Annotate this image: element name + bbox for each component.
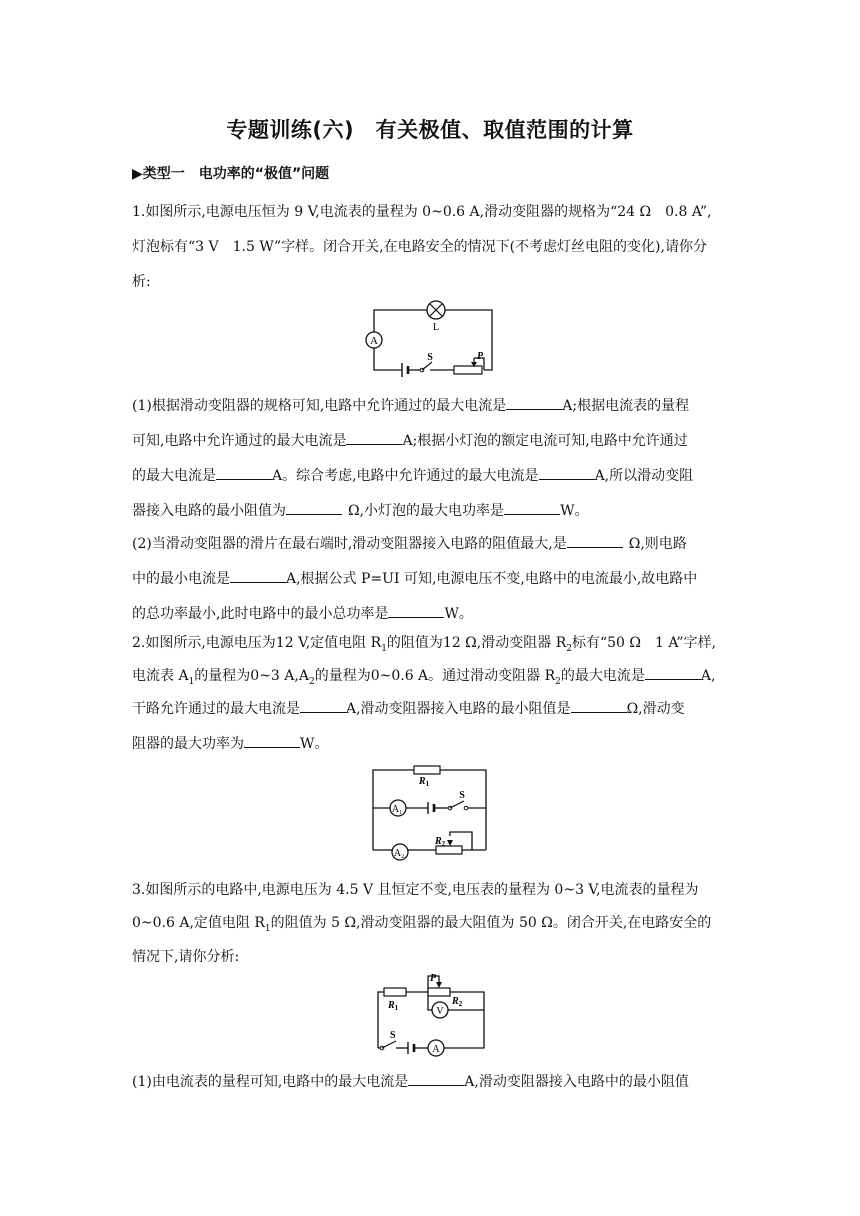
q1-part1-line2: 可知,电路中允许通过的最大电流是 A;根据小灯泡的额定电流可知,电路中允许通过 (132, 433, 688, 449)
answer-blank[interactable] (244, 735, 300, 748)
ammeter-a2-icon (392, 844, 408, 860)
answer-blank[interactable] (300, 700, 346, 713)
answer-blank[interactable] (346, 432, 402, 445)
q2-line3: 干路允许通过的最大电流是 A,滑动变阻器接入电路的最小阻值是 Ω,滑动变 (132, 701, 685, 717)
q2-line1: 2.如图所示,电源电压为12 V,定值电阻 $R_1$的阻值为12 Ω,滑动变阻器 $R_2$标有“50 Ω 1 A”字样, (132, 635, 717, 654)
q2-line4: 阻器的最大功率为 W。 (132, 736, 329, 752)
q1-part1-line1: (1)根据滑动变阻器的规格可知,电路中允许通过的最大电流是 A;根据电流表的量程 (132, 398, 690, 414)
svg-text:R2: $R_2$ (435, 836, 446, 848)
svg-text:R2: $R_2$ (452, 996, 463, 1008)
q1-part1-line3: 的最大电流是 A。综合考虑,电路中允许通过的最大电流是 A,所以滑动变阻 (132, 468, 694, 484)
svg-text:S: S (427, 352, 433, 363)
voltmeter-icon (432, 1002, 448, 1018)
lamp-icon (427, 301, 445, 333)
svg-text:R1: $R_1$ (388, 1000, 399, 1012)
svg-text:S: S (390, 1030, 396, 1041)
svg-text:A2: $A_2$ (393, 848, 405, 860)
q1-line3: 析: (132, 274, 151, 290)
q3-part1-line1: (1)由电流表的量程可知,电路中的最大电流是 A,滑动变阻器接入电路中的最小阻值 (132, 1074, 689, 1090)
q1-part2-line2: 中的最小电流是 A,根据公式 P=UI 可知,电源电压不变,电路中的电流最小,故电路中 (132, 571, 698, 587)
page-title: 专题训练(六) 有关极值、取值范围的计算 (226, 118, 634, 142)
q2-line2: 电流表 $A_1$的量程为0~3 $A,A_2$的量程为0~0.6 A。通过滑动变阻器 $R_2$的最大电流是 A, (132, 668, 716, 687)
svg-text:P: P (477, 351, 484, 362)
q3-line3: 情况下,请你分析: (132, 949, 240, 965)
battery-icon (402, 363, 408, 377)
answer-blank[interactable] (571, 700, 627, 713)
answer-blank[interactable] (388, 605, 444, 618)
resistor-r1-icon (414, 766, 440, 788)
answer-blank[interactable] (408, 1073, 464, 1086)
answer-blank[interactable] (645, 667, 701, 680)
rheostat-r2-icon (434, 836, 462, 854)
answer-blank[interactable] (504, 502, 560, 515)
switch-icon (420, 352, 433, 372)
switch-icon (380, 1030, 396, 1050)
svg-text:S: S (459, 790, 465, 801)
answer-blank[interactable] (230, 570, 286, 583)
q1-circuit-diagram (360, 296, 500, 382)
q1-line2: 灯泡标有“3 V 1.5 W”字样。闭合开关,在电路安全的情况下(不考虑灯丝电阻的变化),请你分 (132, 239, 707, 255)
svg-text:P: P (430, 973, 437, 984)
q2-circuit-diagram (366, 760, 492, 864)
rheostat-icon (454, 351, 484, 374)
battery-icon (408, 1042, 414, 1054)
svg-text:A: A (370, 335, 378, 347)
section-heading: ▶类型一 电功率的“极值”问题 (132, 166, 330, 182)
answer-blank[interactable] (567, 535, 623, 548)
q1-part1-line4: 器接入电路的最小阻值为 Ω,小灯泡的最大电功率是 W。 (132, 503, 589, 519)
svg-text:A: A (432, 1044, 440, 1055)
rheostat-r2-icon (428, 973, 463, 1008)
svg-text:R1: $R_1$ (418, 776, 430, 788)
ammeter-a1-icon (390, 800, 406, 816)
q1-line1: 1.如图所示,电源电压恒为 9 V,电流表的量程为 0~0.6 A,滑动变阻器的规格为“24 Ω 0.8 A”, (132, 204, 712, 220)
q1-part2-line3: 的总功率最小,此时电路中的最小总功率是 W。 (132, 606, 473, 622)
battery-icon (428, 802, 434, 814)
svg-text:A1: $A_1$ (391, 804, 403, 816)
answer-blank[interactable] (539, 467, 595, 480)
ammeter-icon (366, 332, 382, 348)
resistor-r1-icon (384, 988, 406, 1012)
switch-icon (448, 790, 468, 810)
answer-blank[interactable] (286, 502, 342, 515)
answer-blank[interactable] (506, 397, 562, 410)
svg-text:L: L (432, 322, 440, 333)
answer-blank[interactable] (216, 467, 272, 480)
q3-line1: 3.如图所示的电路中,电源电压为 4.5 V 且恒定不变,电压表的量程为 0~3 V,电流表的量程为 (132, 882, 699, 898)
q3-line2: 0~0.6 A,定值电阻 $R_1$的阻值为 5 Ω,滑动变阻器的最大阻值为 50 Ω。闭合开关,在电路安全的 (132, 915, 712, 934)
ammeter-icon (428, 1040, 444, 1056)
q1-part2-line1: (2)当滑动变阻器的滑片在最右端时,滑动变阻器接入电路的阻值最大,是 Ω,则电路 (132, 536, 687, 552)
q3-circuit-diagram (368, 970, 492, 1062)
svg-text:V: V (436, 1006, 444, 1017)
